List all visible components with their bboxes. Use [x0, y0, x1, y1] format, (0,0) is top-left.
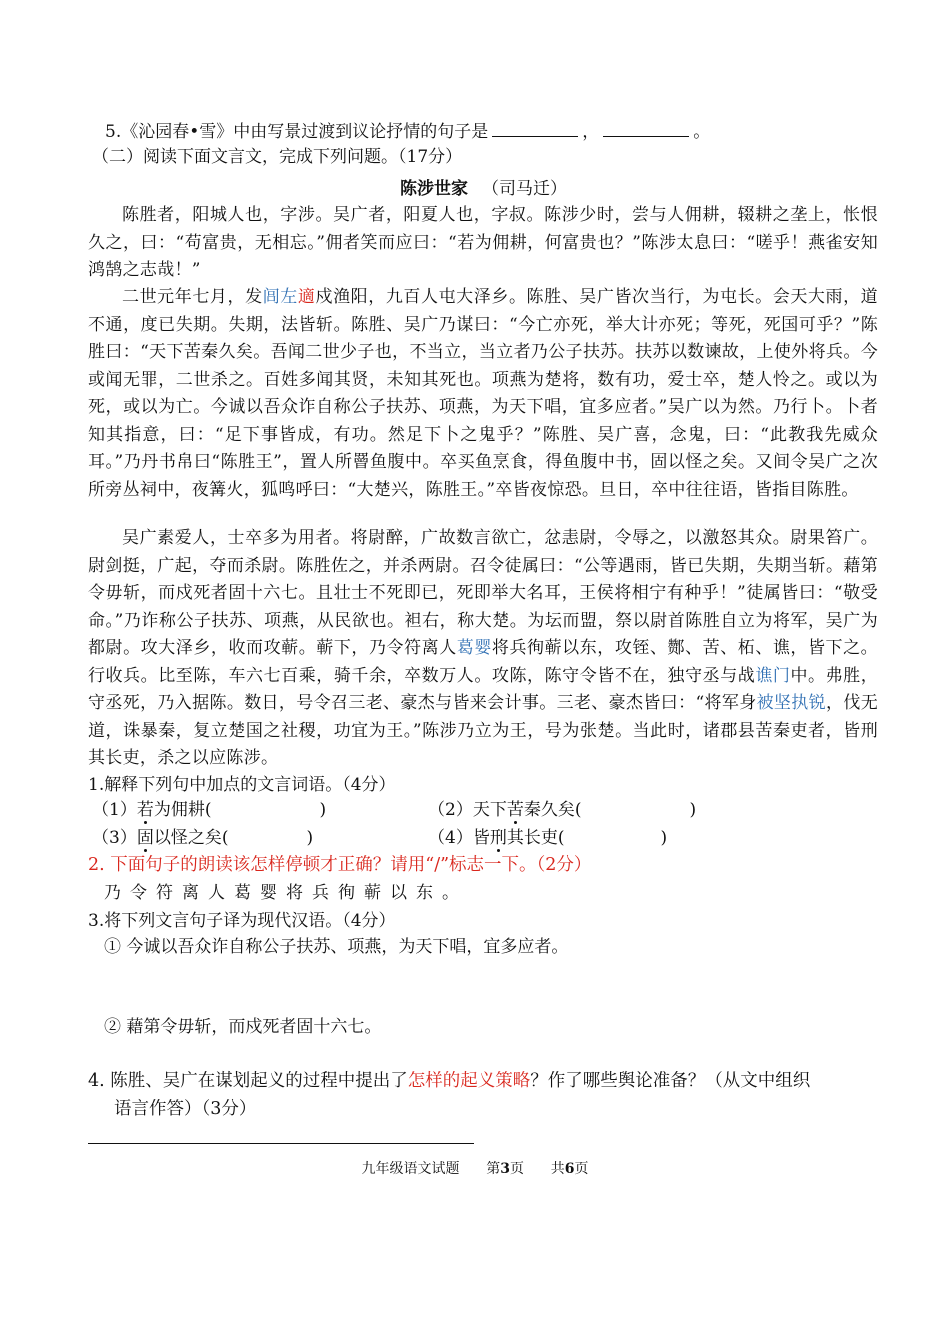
q4-text-post: ？作了哪些舆论准备？（从文中组织 — [530, 1071, 811, 1091]
passage-title — [400, 176, 567, 202]
p3-highlight-qiaomen: 谯门 — [755, 665, 791, 686]
question-1-item-3: （3）固以怪之矣( ) — [92, 828, 314, 848]
dotted-word: 固 — [136, 828, 154, 848]
question-3-item-2: ② 藉第令毋斩，而戍死者固十六七。 — [104, 1017, 382, 1037]
page-footer: 九年级语文试题 第3页 共6页 — [361, 1161, 589, 1177]
question-1-item-2: （2）天下苦秦久矣( ) — [428, 800, 697, 820]
question-3-item-1: ① 今诚以吾众诈自称公子扶苏、项燕，为天下唱，宜多应者。 — [104, 937, 569, 957]
p2-text-a: 二世元年七月，发 — [122, 287, 263, 307]
p2-highlight-luzuo: 闾左 — [262, 287, 298, 307]
p3-text-c: 中。弗胜，守丞死，乃入据陈。数日，号令召三老、豪杰与皆来会计事。三老、豪杰皆曰：“将军身 — [88, 665, 878, 713]
answer-blank-2[interactable] — [603, 118, 689, 137]
p3-highlight-beijian: 被坚执锐 — [756, 693, 826, 713]
question-2-sentence[interactable]: 乃令符离人葛婴将兵徇蕲以东。 — [104, 883, 468, 903]
passage-paragraph-1: 陈胜者，阳城人也，字涉。吴广者，阳夏人也，字叔。陈涉少时，尝与人佣耕，辍耕之垄上，怅恨久之，曰：“苟富贵，无相忘。”佣者笑而应曰：“若为佣耕，何富贵也？”陈涉太息曰：“嗟乎！燕雀安知鸿鹄之志哉！” — [88, 205, 878, 280]
question-2-title: 2. 下面句子的朗读该怎样停顿才正确？请用“/”标志一下。（2分） — [88, 855, 592, 875]
question-1-item-4: （4）皆刑其长吏( ) — [428, 828, 668, 848]
answer-blank-1[interactable] — [492, 118, 578, 137]
q4-text-pre: 4. 陈胜、吴广在谋划起义的过程中提出了 — [88, 1071, 408, 1091]
passage-author: （司马迁） — [482, 179, 567, 199]
page-number: 3 — [500, 1161, 510, 1177]
dotted-word: 苦 — [506, 800, 524, 820]
p3-text-a: 吴广素爱人，士卒多为用者。将尉醉，广故数言欲亡，忿恚尉，令辱之，以激怒其众。尉果笞广。尉剑挺，广起，夺而杀尉。陈胜佐之，并杀两尉。召令徒属曰：“公等遇雨，皆已失期，失期当斩。藉第令毋斩，而戍死者固十六七。且壮士不死即已，死即举大名耳，王侯将相宁有种乎！”徒属皆曰：“敬受命。”乃诈称公子扶苏、项燕，从民欲也。袒右，称大楚。为坛而盟，祭以尉首陈胜自立为将军，吴广为都尉。攻大泽乡，收而攻蕲。蕲下，乃令符离人 — [88, 528, 878, 658]
footer-divider — [88, 1143, 474, 1144]
question-5-text: 5.《沁园春•雪》中由写景过渡到议论抒情的句子是 — [105, 122, 489, 142]
dotted-word: 刑 — [489, 828, 507, 848]
p2-highlight-zhe: 適 — [297, 287, 316, 307]
question-1-title: 1.解释下列句中加点的文言词语。（4分） — [88, 775, 396, 795]
q4-highlight: 怎样的起义策略 — [407, 1071, 531, 1091]
p3-highlight-geying: 葛婴 — [456, 638, 492, 658]
question-5-separator: ， — [582, 122, 600, 142]
section-heading: （二）阅读下面文言文，完成下列问题。（17分） — [92, 147, 463, 167]
question-3-title: 3.将下列文言句子译为现代汉语。（4分） — [88, 911, 396, 931]
question-5-end: 。 — [693, 122, 711, 142]
passage-paragraph-3 — [88, 525, 878, 773]
footer-exam-title: 九年级语文试题 — [361, 1161, 460, 1177]
question-5 — [105, 118, 710, 145]
p3-text-b: 将兵徇蕲以东，攻铚、酂、苦、柘、谯，皆下之。行收兵。比至陈，车六七百乘，骑千余，卒数万人。攻陈，陈守令皆不在，独守丞与战 — [88, 638, 878, 686]
p3-text-d: ，伐无道，诛暴秦，复立楚国之社稷，功宜为王。”陈涉乃立为王，号为张楚。当此时，诸郡县苦秦吏者，皆刑其长吏，杀之以应陈涉。 — [88, 693, 879, 768]
passage-paragraph-2 — [88, 284, 878, 504]
question-4-line-2: 语言作答）（3分） — [114, 1099, 257, 1119]
passage-title-main: 陈涉世家 — [400, 179, 468, 199]
question-4-line-1 — [88, 1068, 810, 1094]
question-1-item-1: （1）若为佣耕( ) — [92, 800, 327, 820]
dotted-word: 若 — [136, 800, 154, 820]
page-total: 6 — [564, 1161, 575, 1177]
p2-text-c: 戍渔阳，九百人屯大泽乡。陈胜、吴广皆次当行，为屯长。会天大雨，道不通，度已失期。失期，法皆斩。陈胜、吴广乃谋曰：“今亡亦死，举大计亦死；等死，死国可乎？”陈胜曰：“天下苦秦久矣。吾闻二世少子也，不当立，当立者乃公子扶苏。扶苏以数谏故，上使外将兵。今或闻无罪，二世杀之。百姓多闻其贤，未知其死也。项燕为楚将，数有功，爱士卒，楚人怜之。或以为死，或以为亡。今诚以吾众诈自称公子扶苏、项燕，为天下唱，宜多应者。”吴广以为然。乃行卜。卜者知其指意，曰：“足下事皆成，有功。然足下卜之鬼乎？”陈胜、吴广喜，念鬼，曰：“此教我先威众耳。”乃丹书帛曰“陈胜王”，置人所罾鱼腹中。卒买鱼烹食，得鱼腹中书，固以怪之矣。又间令吴广之次所旁丛祠中，夜篝火，狐鸣呼曰：“大楚兴，陈胜王。”卒皆夜惊恐。旦日，卒中往往语，皆指目陈胜。 — [88, 287, 878, 500]
